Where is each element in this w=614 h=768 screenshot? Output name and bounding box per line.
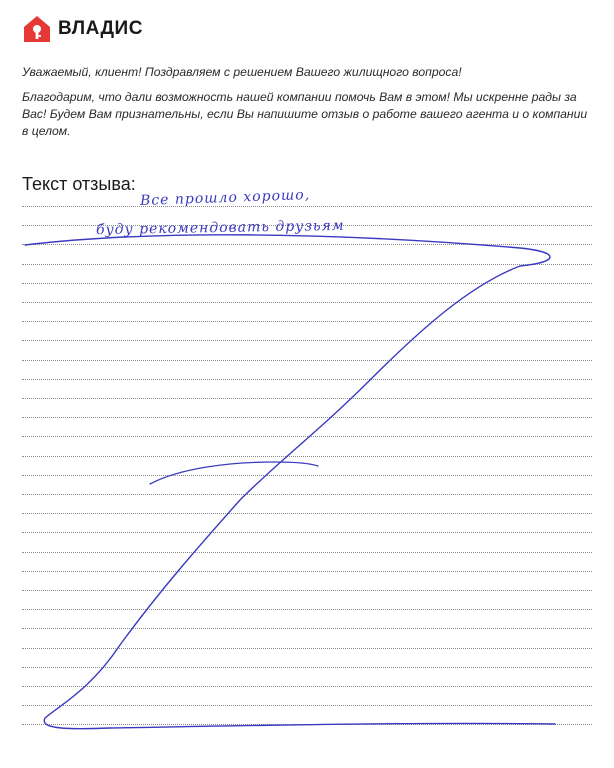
- writing-line: [22, 456, 592, 457]
- handwritten-line-1: Все прошло хорошо,: [139, 187, 311, 209]
- brand-name: ВЛАДИС: [58, 18, 143, 39]
- writing-line: [22, 552, 592, 553]
- greeting-text: Уважаемый, клиент! Поздравляем с решением Вашего жилищного вопроса!: [22, 65, 462, 79]
- writing-line: [22, 667, 592, 668]
- writing-line: [22, 360, 592, 361]
- writing-line: [22, 724, 592, 725]
- writing-line: [22, 398, 592, 399]
- writing-line: [22, 436, 592, 437]
- writing-line: [22, 244, 592, 245]
- writing-line: [22, 648, 592, 649]
- writing-line: [22, 379, 592, 380]
- writing-line: [22, 686, 592, 687]
- writing-line: [22, 590, 592, 591]
- writing-line: [22, 513, 592, 514]
- writing-line: [22, 302, 592, 303]
- writing-line: [22, 532, 592, 533]
- thanks-text: Благодарим, что дали возможность нашей компании помочь Вам в этом! Мы искренне рады за Вас! Будем Вам признательны, если Вы напишите отзыв о работе вашего агента и о компании в целом.: [22, 90, 588, 138]
- writing-line: [22, 475, 592, 476]
- writing-line: [22, 609, 592, 610]
- review-title: Текст отзыва:: [22, 174, 136, 194]
- writing-line: [22, 417, 592, 418]
- writing-line: [22, 321, 592, 322]
- writing-line: [22, 283, 592, 284]
- writing-line: [22, 628, 592, 629]
- writing-line: [22, 494, 592, 495]
- writing-line: [22, 571, 592, 572]
- writing-line: [22, 206, 592, 207]
- writing-line: [22, 705, 592, 706]
- handwritten-line-2: буду рекомендовать друзьям: [95, 217, 345, 239]
- writing-lines: [22, 0, 592, 768]
- writing-line: [22, 264, 592, 265]
- writing-line: [22, 340, 592, 341]
